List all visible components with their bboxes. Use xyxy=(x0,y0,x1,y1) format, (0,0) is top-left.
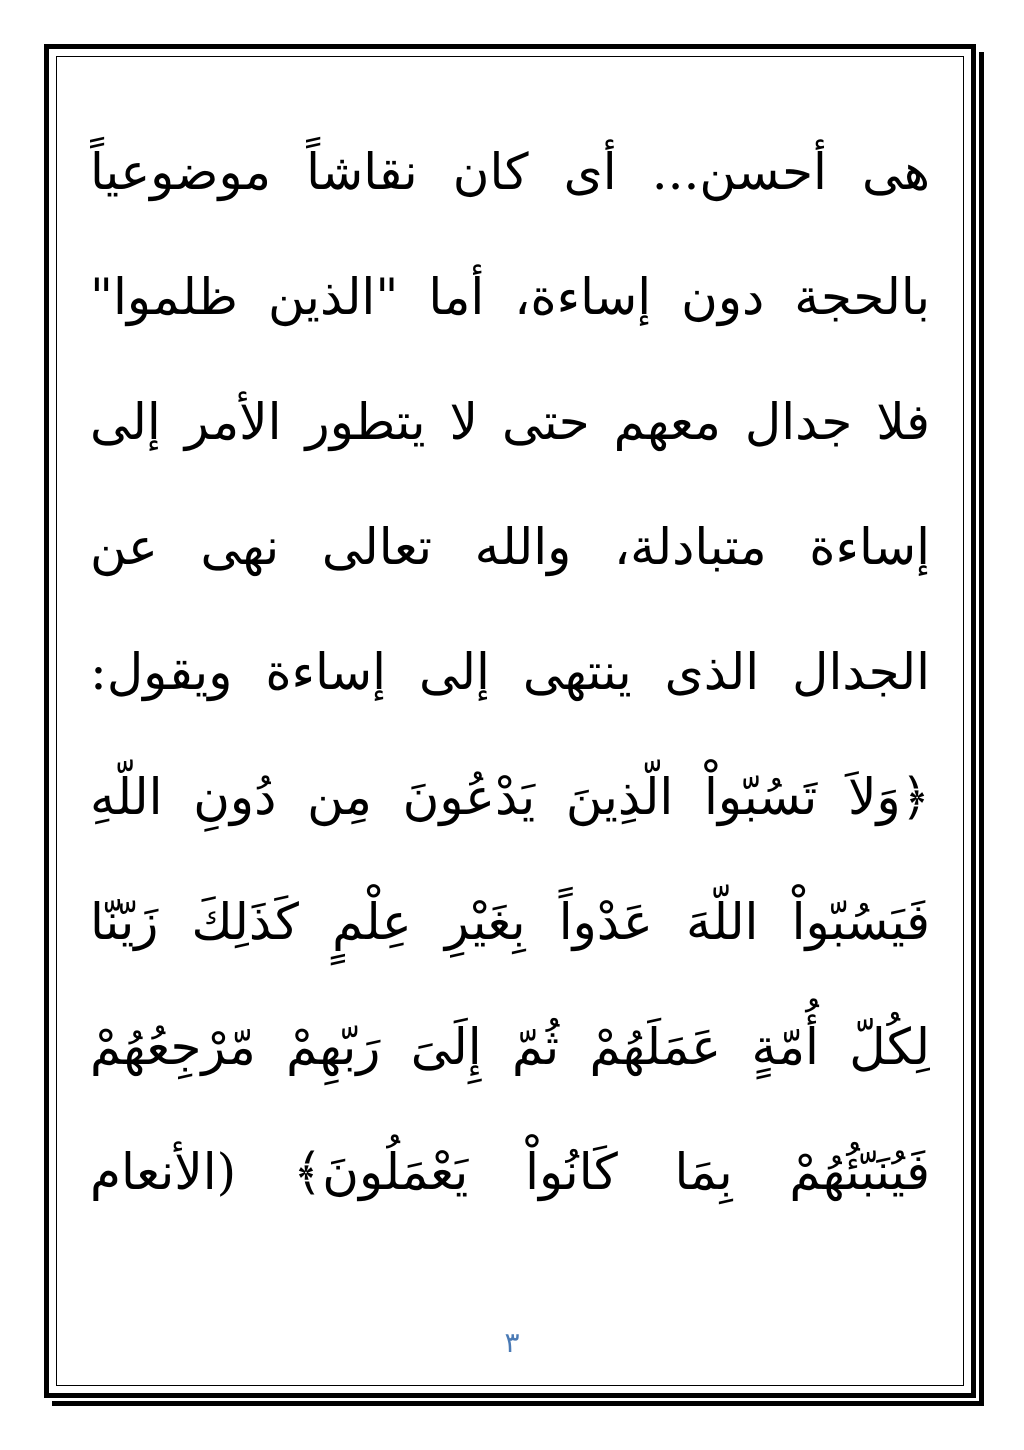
quran-verse-line-4: فَيُنَبّئُهُمْ بِمَا كَانُواْ يَعْمَلُونَ﴾ (الأنعام xyxy=(90,1143,930,1201)
text-line-3: فلا جدال معهم حتى لا يتطور الأمر إلى xyxy=(90,393,930,451)
text-line-4: إساءة متبادلة، والله تعالى نهى عن xyxy=(90,518,930,576)
text-line-5: الجدال الذى ينتهى إلى إساءة ويقول: xyxy=(90,643,930,701)
text-line-2: بالحجة دون إساءة، أما "الذين ظلموا" xyxy=(90,268,930,326)
quran-verse-line-2: فَيَسُبّواْ اللّهَ عَدْواً بِغَيْرِ عِلْمٍ كَذَلِكَ زَيّنّا xyxy=(90,893,930,951)
text-line-1: هى أحسن... أى كان نقاشاً موضوعياً xyxy=(90,143,930,201)
page-number: ٣ xyxy=(504,1326,520,1359)
quran-verse-line-3: لِكُلّ أُمّةٍ عَمَلَهُمْ ثُمّ إِلَىَ رَبّهِمْ مّرْجِعُهُمْ xyxy=(90,1018,930,1076)
quran-verse-line-1: ﴿وَلاَ تَسُبّواْ الّذِينَ يَدْعُونَ مِن دُونِ اللّهِ xyxy=(90,768,930,826)
body-text xyxy=(90,110,930,1235)
